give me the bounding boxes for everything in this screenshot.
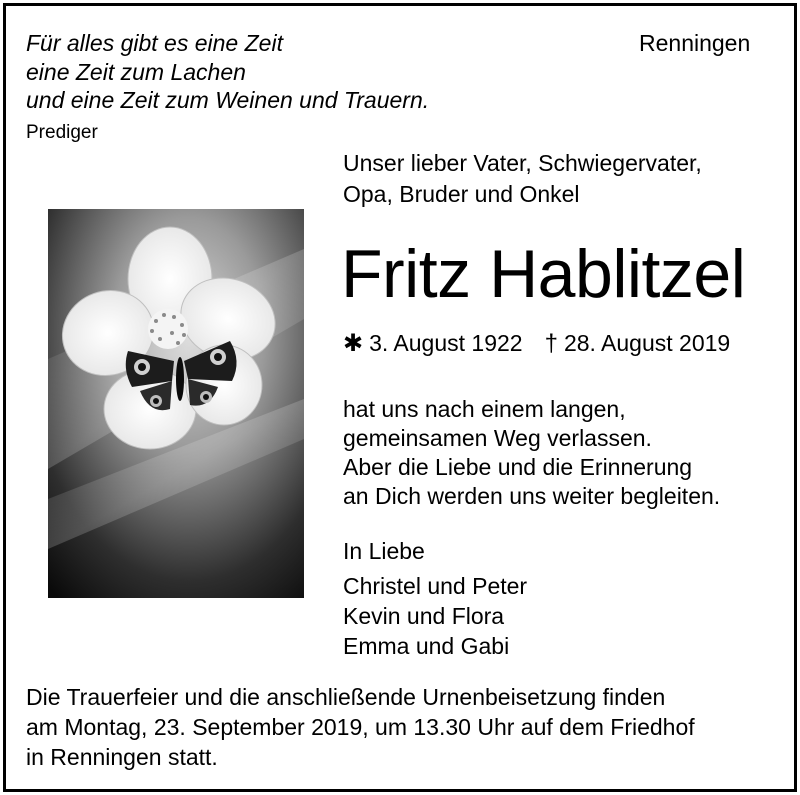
- birth-date: 3. August 1922: [369, 330, 523, 356]
- family-line-2: Kevin und Flora: [343, 603, 505, 629]
- death-date: 28. August 2019: [563, 330, 731, 356]
- motto-line-2: eine Zeit zum Lachen: [26, 59, 246, 85]
- family-line-3: Emma und Gabi: [343, 633, 510, 659]
- motto-line-3: und eine Zeit zum Weinen und Trauern.: [26, 87, 430, 113]
- closing-text: In Liebe: [343, 538, 425, 564]
- verse-line-3: Aber die Liebe und die Erinnerung: [343, 454, 693, 480]
- death-cross-icon: †: [544, 330, 558, 357]
- family-line-1: Christel und Peter: [343, 573, 528, 599]
- verse-line-1: hat uns nach einem langen,: [343, 396, 626, 422]
- deceased-name: Fritz Hablitzel: [341, 236, 746, 312]
- funeral-notice-line-3: in Renningen statt.: [26, 744, 218, 770]
- motto-source: Prediger: [26, 122, 98, 143]
- life-dates: [343, 332, 730, 356]
- relation-line-2: Opa, Bruder und Onkel: [343, 181, 580, 207]
- relation-line-1: Unser lieber Vater, Schwiegervater,: [343, 150, 702, 176]
- birth-star-icon: ✱: [343, 330, 364, 357]
- motto-line-1: Für alles gibt es eine Zeit: [26, 30, 283, 56]
- place-name: Renningen: [639, 30, 751, 56]
- funeral-notice-line-1: Die Trauerfeier und die anschließende Urnenbeisetzung finden: [26, 684, 666, 710]
- verse-line-2: gemeinsamen Weg verlassen.: [343, 425, 652, 451]
- verse-line-4: an Dich werden uns weiter begleiten.: [343, 483, 721, 509]
- flower-butterfly-photo: [48, 209, 304, 598]
- funeral-notice-line-2: am Montag, 23. September 2019, um 13.30 Uhr auf dem Friedhof: [26, 714, 695, 740]
